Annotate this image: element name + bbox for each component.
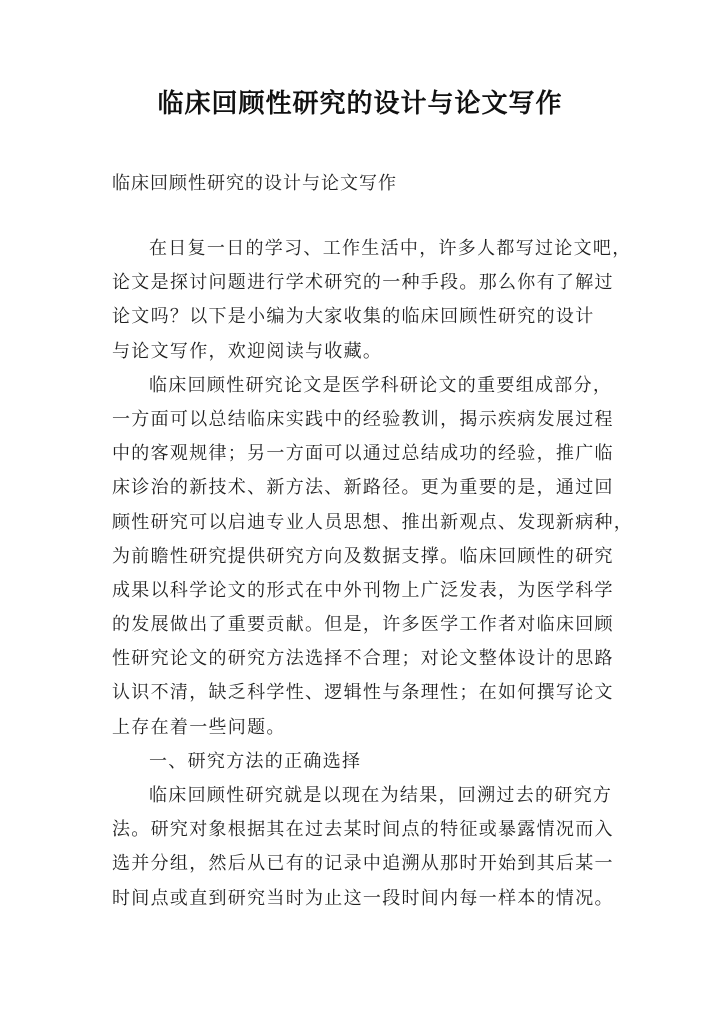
section-heading: 一、研究方法的正确选择 — [149, 750, 362, 772]
text-line: 临床回顾性研究就是以现在为结果，回溯过去的研究方 — [149, 785, 613, 806]
text-line: 选并分组，然后从已有的记录中追溯从那时开始到其后某一 — [112, 853, 614, 875]
text-line: 为前瞻性研究提供研究方向及数据支撑。临床回顾性的研究 — [112, 545, 614, 567]
text-line: 一方面可以总结临床实践中的经验教训，揭示疾病发展过程 — [112, 408, 614, 430]
text-line: 临床回顾性研究论文是医学科研论文的重要组成部分， — [149, 374, 613, 396]
text-line: 中的客观规律；另一方面可以通过总结成功的经验，推广临 — [112, 443, 614, 465]
text-line: 论文是探讨问题进行学术研究的一种手段。那么你有了解过 — [112, 272, 614, 294]
document-body — [112, 232, 634, 916]
text-line: 顾性研究可以启迪专业人员思想、推出新观点、发现新病种， — [112, 511, 634, 533]
text-line: 认识不清，缺乏科学性、逻辑性与条理性；在如何撰写论文 — [112, 682, 614, 704]
text-line: 的发展做出了重要贡献。但是，许多医学工作者对临床回顾 — [112, 614, 614, 636]
document-subtitle: 临床回顾性研究的设计与论文写作 — [112, 173, 397, 194]
text-line: 时间点或直到研究当时为止这一段时间内每一样本的情况。 — [112, 887, 614, 909]
text-line: 上存在着一些问题。 — [112, 716, 286, 738]
text-line: 论文吗？以下是小编为大家收集的临床回顾性研究的设计 — [112, 306, 595, 328]
text-line: 性研究论文的研究方法选择不合理；对论文整体设计的思路 — [112, 648, 614, 670]
text-line: 与论文写作，欢迎阅读与收藏。 — [112, 340, 383, 362]
document-title: 临床回顾性研究的设计与论文写作 — [157, 89, 563, 119]
text-line: 成果以科学论文的形式在中外刊物上广泛发表，为医学科学 — [112, 579, 614, 601]
text-line: 在日复一日的学习、工作生活中，许多人都写过论文吧， — [149, 238, 632, 259]
text-line: 床诊治的新技术、新方法、新路径。更为重要的是，通过回 — [112, 477, 614, 499]
text-line: 法。研究对象根据其在过去某时间点的特征或暴露情况而入 — [112, 819, 614, 841]
